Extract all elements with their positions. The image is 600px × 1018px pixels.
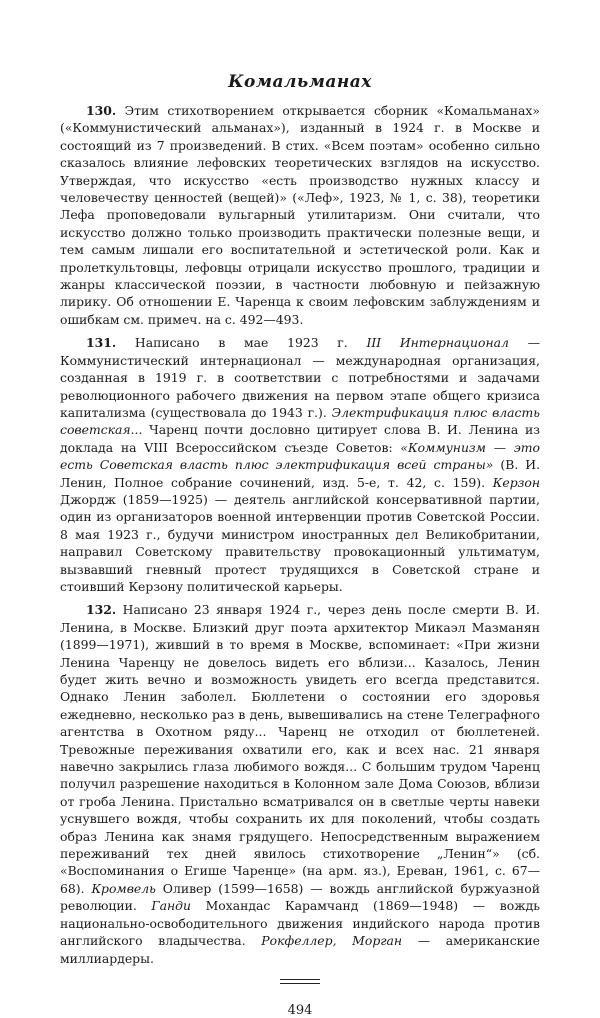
note-text: Чаренц почти дословно цитирует слова В. И. Ленина из доклада на VIII Всероссийском съезде Советов: <box>60 422 540 455</box>
note-number: 130. <box>86 103 117 118</box>
note-text: — Коммунистический интернационал — международная организация, созданная в 1919 г. в соответствии с потребностями и задачами революционного рабочего движения на первом этапе общего кризиса капитализма (существовала до 1943 г.). <box>60 335 540 420</box>
note-text: Оливер (1599—1658) — вождь английской буржуазной революции. <box>60 880 540 914</box>
note-number: 131. <box>86 335 117 351</box>
note-text: — американские миллиардеры. <box>60 933 540 966</box>
note-quote: «Коммунизм — это есть Советская власть плюс электрификация всей страны» <box>60 439 540 473</box>
note-131 <box>60 334 540 595</box>
note-number: 132. <box>86 602 117 618</box>
note-term: Керзон <box>492 474 540 490</box>
note-text: Написано в мае 1923 г. <box>116 335 367 351</box>
note-text: Джордж (1859—1925) — деятель английской консервативной партии, один из организаторов военной интервенции против Советской России. 8 мая 1923 г., будучи министром иностранных дел Великобритании, направил Советскому правительству провокационный ультиматум, вызвавший гневный протест трудящихся в Советской стране и стоивший Керзону политической карьеры. <box>60 491 540 594</box>
note-text: Этим стихотворением открывается сборник «Комальманах» («Коммунистический альманах»), изданный в 1924 г. в Москве и состоящий из 7 произведений. В стих. «Всем поэтам» особенно сильно сказалось влияние лефовских теоретических взглядов на искусство. Утверждая, что искусство «есть производство нужных классу и человечеству ценностей (вещей)» («Леф», 1923, № 1, с. 38), теоретики Лефа проповедовали вульгарный утилитаризм. Они считали, что искусство должно только производить практически полезные вещи, и тем самым лишали его воспитательной и эстетической роли. Как и пролеткультовцы, лефовцы отрицали искусство прошлого, традиции и жанры классической поэзии, в частности любовную и пейзажную лирику. Об отношении Е. Чаренца к своим лефовским заблуждениям и ошибкам см. примеч. на с. 492—493. <box>60 103 540 327</box>
note-term: Электрификация плюс власть советская... <box>60 404 540 438</box>
section-divider <box>280 979 320 987</box>
divider-line <box>280 983 320 987</box>
note-term: Ганди <box>151 898 191 914</box>
note-text: (В. И. Ленин, Полное собрание сочинений, изд. 5-е, т. 42, с. 159). <box>60 457 541 490</box>
section-title: Комальманах <box>228 72 372 92</box>
note-text: Написано 23 января 1924 г., через день после смерти В. И. Ленина, в Москве. Близкий друг поэта архитектор Микаэл Мазманян (1899—1971), живший в то время в Москве, вспоминает: «При жизни Ленина Чаренцу не довелось видеть его вблизи... Казалось, Ленин будет жить вечно и возможность увидеть его всегда представится. Однако Ленин заболел. Бюллетени о состоянии его здоровья ежедневно, несколько раз в день, вывешивались на стене Телеграфного агентства в Охотном ряду... Чаренц не отходил от бюллетеней. Тревожные переживания охватили его, как и всех нас. 21 января навечно закрылись глаза любимого вождя... С большим трудом Чаренц получил разрешение находиться в Колонном зале Дома Союзов, вблизи от гроба Ленина. Пристально всматривался он в светлые черты навеки уснувшего вождя, чтобы сохранить их для поколений, чтобы создать образ Ленина как знамя грядущего. Непосредственным выражением переживаний тех дней явилось стихотворение „Ленин“» (сб. «Воспоминания о Егише Чаренце» (на арм. яз.), Ереван, 1961, с. 67—68). <box>60 602 540 896</box>
note-term: Кромвель <box>91 880 156 896</box>
note-text: Мохандас Карамчанд (1869—1948) — вождь национально-освободительного движения индийского народа против английского владычества. <box>60 898 540 949</box>
note-130 <box>60 102 540 328</box>
note-term: III Интернационал <box>366 335 509 351</box>
note-term: Рокфеллер, Морган <box>261 933 403 949</box>
page-number: 494 <box>287 1002 313 1018</box>
note-132 <box>60 601 540 967</box>
